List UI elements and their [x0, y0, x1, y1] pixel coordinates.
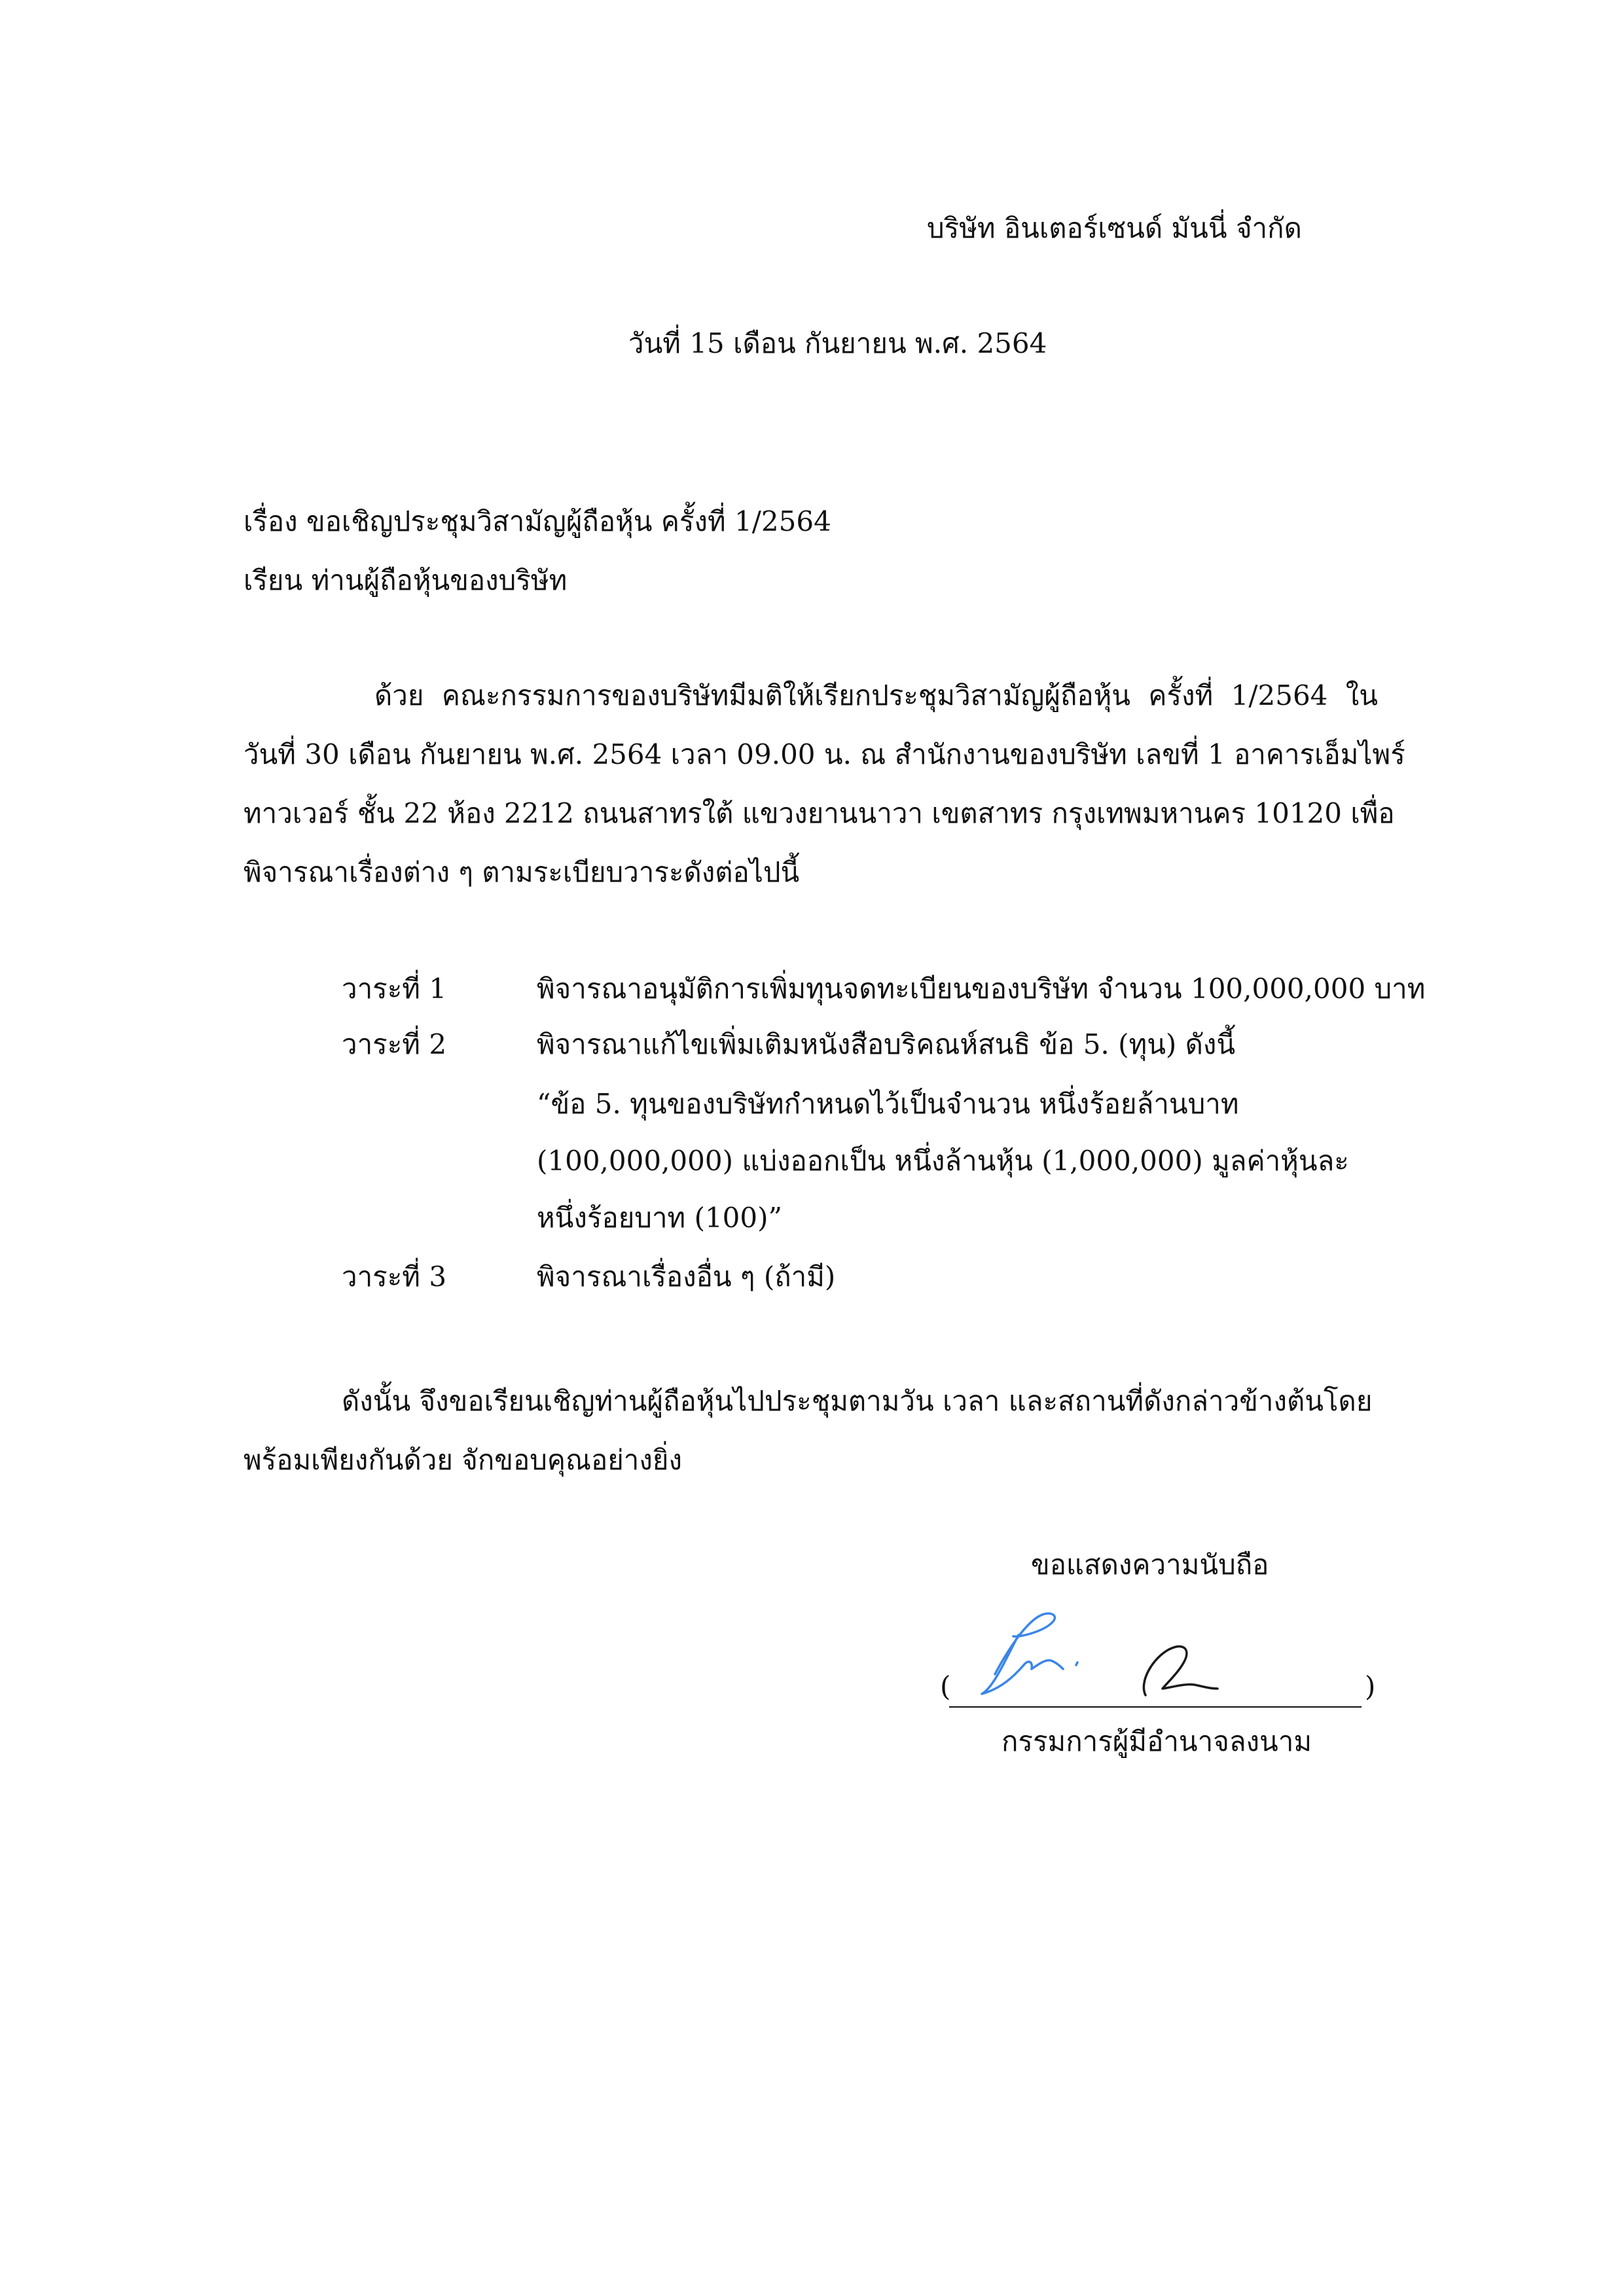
company-name: บริษัท อินเตอร์เซนด์ มันนี่ จำกัด [927, 212, 1302, 244]
handwritten-signature [943, 1597, 1270, 1708]
agenda-item-2-quote: “ข้อ 5. ทุนของบริษัทกำหนดไว้เป็นจำนวน หนึ่งร้อยล้านบาท [537, 1088, 1239, 1120]
closing-paragraph [244, 1372, 1373, 1490]
closing-line: พร้อมเพียงกันด้วย จักขอบคุณอย่างยิ่ง [244, 1444, 683, 1476]
intro-line: พิจารณาเรื่องต่าง ๆ ตามระเบียบวาระดังต่อไปนี้ [244, 856, 800, 888]
agenda-item-2-label: วาระที่ 2 [342, 1028, 447, 1060]
letter-recipient: เรียน ท่านผู้ถือหุ้นของบริษัท [244, 564, 568, 596]
closing-line: ดังนั้น จึงขอเรียนเชิญท่านผู้ถือหุ้นไปประชุมตามวัน เวลา และสถานที่ดังกล่าวข้างต้นโดย [342, 1385, 1373, 1417]
intro-line: ทาวเวอร์ ชั้น 22 ห้อง 2212 ถนนสาทรใต้ แขวงยานนาวา เขตสาทร กรุงเทพมหานคร 10120 เพื่อ [244, 797, 1395, 829]
agenda-item-3-text: พิจารณาเรื่องอื่น ๆ (ถ้ามี) [537, 1261, 836, 1293]
signature-line [949, 1706, 1362, 1708]
letter-subject: เรื่อง ขอเชิญประชุมวิสามัญผู้ถือหุ้น ครั้งที่ 1/2564 [244, 505, 831, 537]
signature-stroke-blue [982, 1613, 1077, 1694]
signer-title: กรรมการผู้มีอำนาจลงนาม [1001, 1725, 1312, 1757]
signature-close-paren: ) [1365, 1670, 1376, 1702]
agenda-item-2-quote: หนึ่งร้อยบาท (100)” [537, 1202, 782, 1234]
agenda-item-2-text: พิจารณาแก้ไขเพิ่มเติมหนังสือบริคณห์สนธิ ข้อ 5. (ทุน) ดังนี้ [537, 1028, 1236, 1060]
signature-stroke-black [1144, 1647, 1218, 1695]
agenda-item-3-label: วาระที่ 3 [342, 1261, 447, 1293]
intro-paragraph [244, 666, 1405, 902]
letter-date: วันที่ 15 เดือน กันยายน พ.ศ. 2564 [628, 327, 1047, 359]
agenda-item-2-quote: (100,000,000) แบ่งออกเป็น หนึ่งล้านหุ้น (1,000,000) มูลค่าหุ้นละ [537, 1145, 1349, 1177]
intro-line: วันที่ 30 เดือน กันยายน พ.ศ. 2564 เวลา 09.00 น. ณ สำนักงานของบริษัท เลขที่ 1 อาคารเอ็มไพร์ [244, 738, 1405, 770]
agenda-item-1-text: พิจารณาอนุมัติการเพิ่มทุนจดทะเบียนของบริษัท จำนวน 100,000,000 บาท [537, 973, 1426, 1005]
signature-open-paren: ( [940, 1670, 951, 1702]
intro-line: ด้วย คณะกรรมการของบริษัทมีมติให้เรียกประชุมวิสามัญผู้ถือหุ้น ครั้งที่ 1/2564 ใน [374, 679, 1378, 711]
agenda-item-1-label: วาระที่ 1 [342, 973, 447, 1005]
closing-salutation: ขอแสดงความนับถือ [1031, 1549, 1269, 1581]
